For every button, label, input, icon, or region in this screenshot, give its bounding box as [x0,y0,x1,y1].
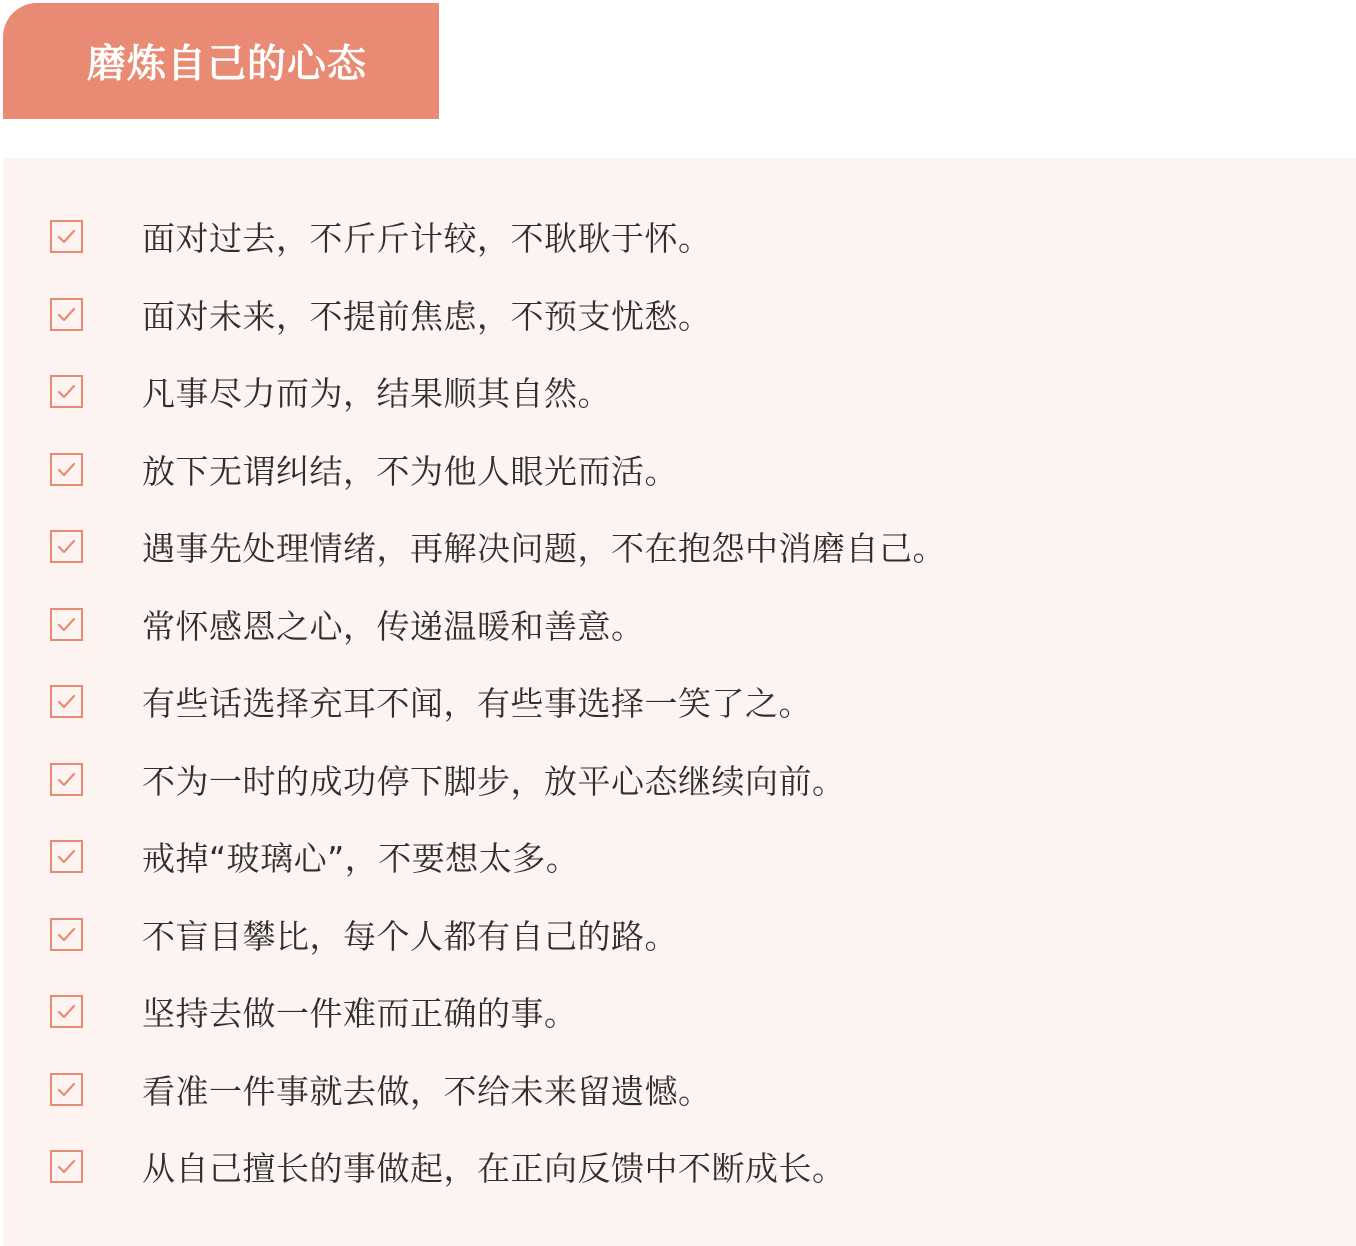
checklist-item [3,896,946,974]
checklist-item-text: 面对未来，不提前焦虑，不预支忧愁。 [142,296,712,336]
title-tab [3,3,439,119]
checkbox-checked-icon[interactable] [50,530,83,563]
checkbox-checked-icon[interactable] [50,995,83,1028]
checklist-item-text: 常怀感恩之心，传递温暖和善意。 [142,606,645,646]
checkbox-checked-icon[interactable] [50,1150,83,1183]
page-title: 磨炼自己的心态 [87,42,368,87]
checkbox-checked-icon[interactable] [50,918,83,951]
checkbox-checked-icon[interactable] [50,375,83,408]
checklist-item [3,1051,946,1129]
checklist-item [3,973,946,1051]
checklist-item [3,276,946,354]
checklist-item [3,818,946,896]
checkbox-checked-icon[interactable] [50,840,83,873]
checklist-item [3,508,946,586]
checklist-item-text: 遇事先处理情绪，再解决问题，不在抱怨中消磨自己。 [142,529,946,569]
checklist-item-text: 戒掉“玻璃心”，不要想太多。 [142,839,580,879]
checklist-item [3,663,946,741]
checklist-item-text: 不为一时的成功停下脚步，放平心态继续向前。 [142,761,846,801]
checklist-item [3,198,946,276]
checkbox-checked-icon[interactable] [50,763,83,796]
checkbox-checked-icon[interactable] [50,453,83,486]
checkbox-checked-icon[interactable] [50,1073,83,1106]
checklist-panel [3,158,1356,1246]
checkbox-checked-icon[interactable] [50,608,83,641]
checklist-item-text: 有些话选择充耳不闻，有些事选择一笑了之。 [142,684,812,724]
checklist-item [3,586,946,664]
checklist-item [3,1128,946,1206]
checklist [3,198,946,1206]
checklist-item-text: 凡事尽力而为，结果顺其自然。 [142,374,611,414]
checklist-item [3,431,946,509]
checkbox-checked-icon[interactable] [50,220,83,253]
checklist-item-text: 从自己擅长的事做起，在正向反馈中不断成长。 [142,1149,846,1189]
checkbox-checked-icon[interactable] [50,685,83,718]
checklist-item [3,741,946,819]
checklist-item-text: 放下无谓纠结，不为他人眼光而活。 [142,451,678,491]
checkbox-checked-icon[interactable] [50,298,83,331]
checklist-item-text: 看准一件事就去做，不给未来留遗憾。 [142,1071,712,1111]
checklist-item-text: 坚持去做一件难而正确的事。 [142,994,578,1034]
checklist-item [3,353,946,431]
checklist-item-text: 不盲目攀比，每个人都有自己的路。 [142,916,678,956]
checklist-item-text: 面对过去，不斤斤计较，不耿耿于怀。 [142,219,712,259]
